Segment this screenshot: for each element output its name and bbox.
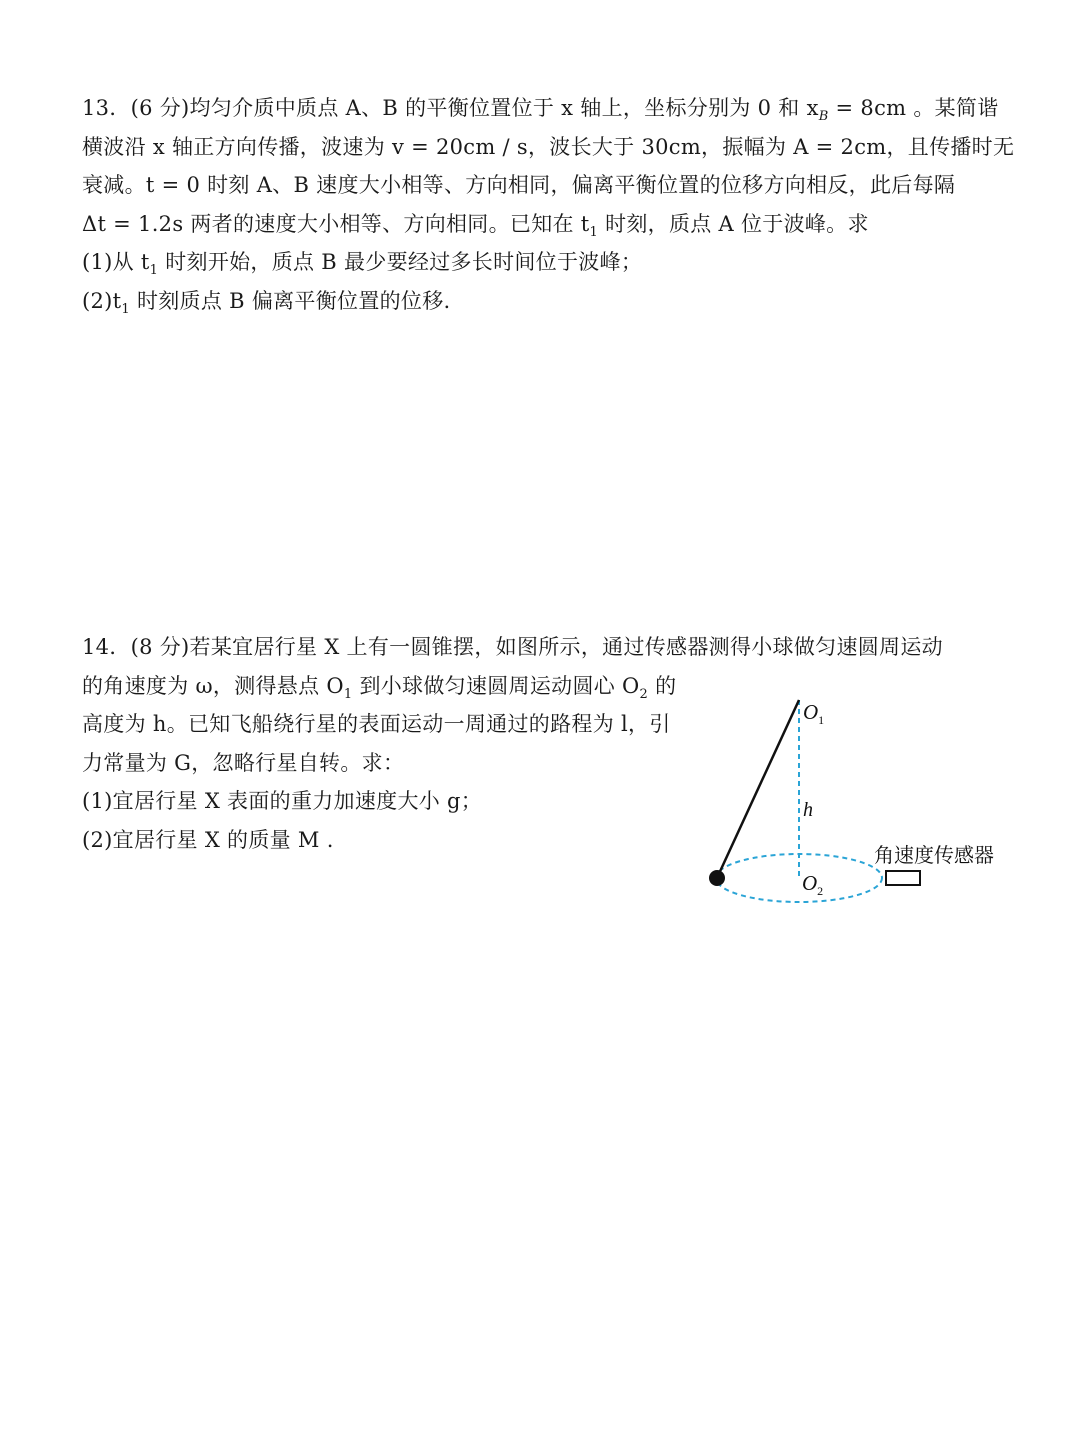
sensor-label: 角速度传感器 <box>874 845 994 867</box>
p13-line-3: 衰减。t = 0 时刻 A、B 速度大小相等、方向相同，偏离平衡位置的位移方向相反，此后每隔 <box>82 173 956 197</box>
p13-line-4: Δt = 1.2s 两者的速度大小相等、方向相同。已知在 $t_1$ 时刻，质点 A 位于波峰。求 <box>82 211 869 240</box>
pendulum-string <box>717 700 799 878</box>
p14-line-2: 的角速度为 ω，测得悬点 $O_1$ 到小球做匀速圆周运动圆心 $O_2$ 的 <box>82 673 677 702</box>
pendulum-ball <box>709 870 725 886</box>
label-o2: $O_2$ <box>802 871 824 898</box>
p13-line-1: 13．(6 分)均匀介质中质点 A、B 的平衡位置位于 x 轴上，坐标分别为 0 和 $x_B = 8cm$ 。某简谐 <box>82 96 999 125</box>
p14-line-1: 14．(8 分)若某宜居行星 X 上有一圆锥摆，如图所示，通过传感器测得小球做匀速圆周运动 <box>82 635 943 659</box>
p13-question-1: (1)从 $t_1$ 时刻开始，质点 B 最少要经过多长时间位于波峰； <box>82 250 643 279</box>
label-o1: $O_1$ <box>803 700 825 727</box>
p13-question-2: $(2)t_1$ 时刻质点 B 偏离平衡位置的位移. <box>82 288 451 317</box>
p14-line-3: 高度为 h。已知飞船绕行星的表面运动一周通过的路程为 l，引 <box>82 712 671 736</box>
p13-line-2: 横波沿 x 轴正方向传播，波速为 v = 20cm / s，波长大于 30cm，振幅为 A = 2cm，且传播时无 <box>82 134 1015 159</box>
p14-question-2: (2)宜居行星 X 的质量 M . <box>82 827 334 852</box>
sensor-box <box>886 871 920 885</box>
p14-line-4: 力常量为 G，忽略行星自转。求： <box>82 750 405 775</box>
conical-pendulum-diagram <box>700 690 1030 920</box>
p14-question-1: (1)宜居行星 X 表面的重力加速度大小 g； <box>82 789 483 813</box>
label-h: h <box>803 799 813 821</box>
problem-13 <box>82 89 1015 320</box>
